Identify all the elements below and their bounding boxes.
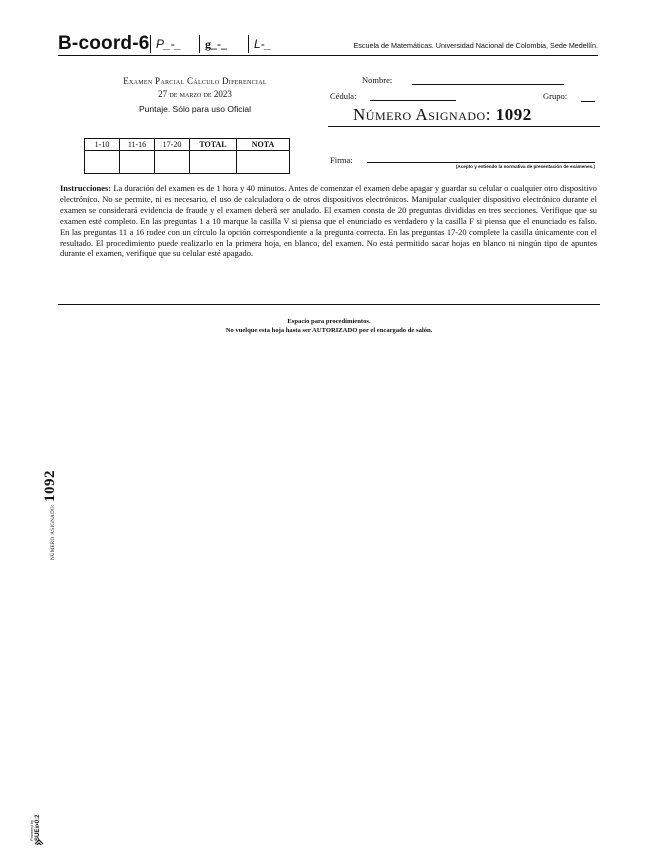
procedure-space-note: Espacio para procedimientos. xyxy=(287,318,371,325)
header-separator xyxy=(199,35,200,53)
assigned-number-label: Número Asignado: xyxy=(353,105,491,124)
svg-text:Powered by: Powered by xyxy=(29,819,34,841)
firma-note: (Acepto y entiendo la normativa de presentación de exámenes.) xyxy=(455,164,595,169)
field-l: L-_ xyxy=(254,37,272,51)
nombre-label: Nombre: xyxy=(362,75,393,85)
score-col-total: TOTAL xyxy=(190,139,237,151)
exam-date: 27 de marzo de 2023 xyxy=(158,89,232,99)
instructions-body: La duración del examen es de 1 hora y 40 minutos. Antes de comenzar el examen debe apagar y guardar su celular o cualquier otro dispositivo electrónico. No se permite, ni es necesario, el uso de calculadora o de otros dispositivos electrónicos. Manipular cualquier dispositivo electrónico durante el examen se considerará evidencia de fraude y el examen deberá ser anulado. El examen consta de 20 preguntas divididas en tres secciones. Verifique que su examen esté completo. En las preguntas 1 a 10 marque la casilla V si piensa que el enunciado es verdadero y la casilla F si piensa que el enunciado es falso. En las preguntas 11 a 16 rodee con un círculo la opción correspondiente a la pregunta correcta. En las preguntas 17-20 complete la casilla únicamente con el resultado. El procedimiento puede realizarlo en la primera hoja, en blanco, del examen. No está permitido sacar hojas en blanco ni ningún tipo de apuntes durante el examen, verifique que su celular esté apagado. xyxy=(60,183,597,259)
university-name: Escuela de Matemáticas. Universidad Nacional de Colombia, Sede Medellín. xyxy=(353,41,598,50)
score-cell xyxy=(120,151,155,174)
suex-logo-icon xyxy=(28,790,44,845)
score-cell xyxy=(190,151,237,174)
score-note: Puntaje. Sólo para uso Oficial xyxy=(139,104,251,114)
grupo-field[interactable] xyxy=(581,101,595,102)
score-col-nota: NOTA xyxy=(237,139,290,151)
assigned-number-divider xyxy=(328,126,600,127)
score-col-1-10: 1-10 xyxy=(85,139,120,151)
assigned-number xyxy=(353,105,532,125)
instructions-heading: Instrucciones: xyxy=(60,183,112,193)
instructions xyxy=(60,183,597,259)
score-cell xyxy=(155,151,190,174)
nombre-field[interactable] xyxy=(412,84,564,85)
field-p: P_-_ xyxy=(156,37,182,51)
firma-field[interactable] xyxy=(367,162,595,163)
header-separator xyxy=(248,35,249,53)
side-assigned-value: 1092 xyxy=(42,470,58,503)
exam-title: Examen Parcial Cálculo Diferencial xyxy=(123,76,267,86)
procedure-warning: No vuelque esta hoja hasta ser AUTORIZADO por el encargado de salón. xyxy=(225,327,433,334)
score-cell xyxy=(237,151,290,174)
cedula-label: Cédula: xyxy=(330,91,357,101)
score-table-header-row xyxy=(85,139,290,151)
grupo-label: Grupo: xyxy=(543,91,568,101)
suex-logo xyxy=(28,790,44,845)
cedula-field[interactable] xyxy=(370,100,456,101)
firma-label: Firma: xyxy=(330,155,353,165)
header-separator xyxy=(150,35,151,53)
instructions-divider xyxy=(58,304,600,305)
score-col-11-16: 11-16 xyxy=(120,139,155,151)
assigned-number-value: 1092 xyxy=(495,105,532,124)
score-col-17-20: 17-20 xyxy=(155,139,190,151)
exam-code: B-coord-6 xyxy=(58,33,150,54)
header-divider xyxy=(58,55,598,56)
svg-text:SUEx•0:2: SUEx•0:2 xyxy=(35,814,41,841)
score-table-value-row xyxy=(85,151,290,174)
score-cell xyxy=(85,151,120,174)
side-assigned-number xyxy=(42,470,59,560)
side-assigned-label: número asignado: xyxy=(49,503,56,560)
score-table xyxy=(84,138,290,174)
field-g: g_-_ xyxy=(205,37,227,51)
exam-header xyxy=(58,33,598,55)
